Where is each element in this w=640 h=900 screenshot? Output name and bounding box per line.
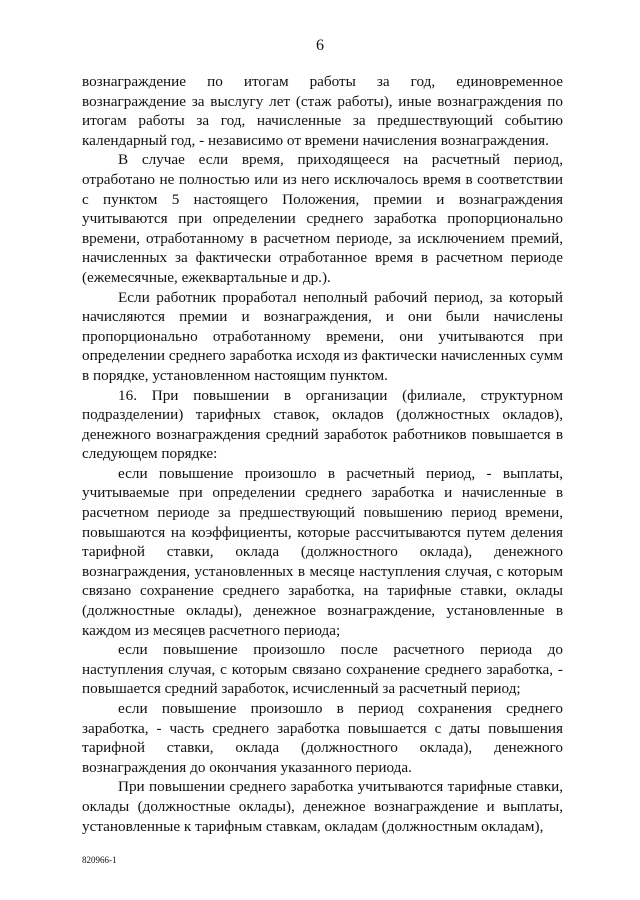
paragraph-increase-accounting: При повышении среднего заработка учитываются тарифные ставки, оклады (должностные оклады), денежное вознаграждение и выплаты, установленные к тарифным ставкам, окладам (должностным окладам), [82, 778, 563, 835]
paragraph-clause-16: 16. При повышении в организации (филиале, структурном подразделении) тарифных ставок, окладов (должностных окладов), денежного вознаграждения средний заработок работников повышается в следующем порядке: [82, 386, 563, 463]
paragraph-increase-after-period: если повышение произошло после расчетного периода до наступления случая, с которым связано сохранение среднего заработка, - повышается средний заработок, исчисленный за расчетный период; [82, 641, 563, 698]
paragraph-continuation: вознаграждение по итогам работы за год, единовременное вознаграждение за выслугу лет (стаж работы), иные вознаграждения по итогам работы за год, начисленные за предшествующий событию календарный год, - независимо от времени начисления вознаграждения. [82, 73, 563, 149]
document-code: 820966-1 [82, 855, 117, 865]
paragraph-increase-during-retention: если повышение произошло в период сохранения среднего заработка, - часть среднего заработка повышается с даты повышения тарифной ставки, оклада (должностного оклада), денежного вознаграждения до окончания указанного периода. [82, 700, 563, 776]
body-text [82, 72, 563, 836]
paragraph-increase-in-period: если повышение произошло в расчетный период, - выплаты, учитываемые при определении среднего заработка и начисленные в расчетном периоде за предшествующий повышению период времени, повышаются на коэффициенты, которые рассчитываются путем деления тарифной ставки, оклада (должностного оклада), денежного вознаграждения, установленных в месяце наступления случая, с которым связано сохранение среднего заработка, на тарифные ставки, оклады (должностные оклады), денежное вознаграждение, установленные в каждом из месяцев расчетного периода; [82, 464, 563, 639]
paragraph-incomplete-period: Если работник проработал неполный рабочий период, за который начисляются премии и вознаграждения, и они были начислены пропорционально отработанному времени, они учитываются при определении среднего заработка исходя из фактически начисленных сумм в порядке, установленном настоящим пунктом. [82, 288, 563, 384]
paragraph-partial-time: В случае если время, приходящееся на расчетный период, отработано не полностью или из него исключалось время в соответствии с пунктом 5 настоящего Положения, премии и вознаграждения учитываются при определении среднего заработка пропорционально времени, отработанному в расчетном периоде, за исключением премий, начисленных за фактически отработанное время в расчетном периоде (ежемесячные, ежеквартальные и др.). [82, 151, 563, 286]
page-number: 6 [316, 37, 324, 54]
